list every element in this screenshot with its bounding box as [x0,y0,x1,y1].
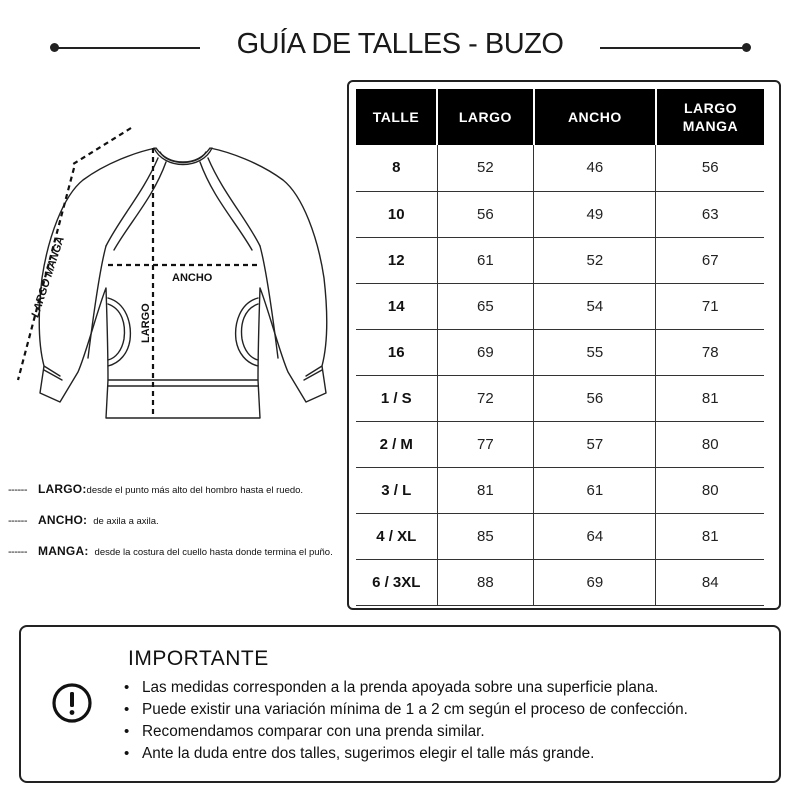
table-row [356,237,764,283]
size-cell: 8 [356,145,437,191]
measure-cell: 49 [534,191,656,237]
sweater-diagram [8,118,348,438]
size-cell: 3 / L [356,467,437,513]
list-item [124,743,688,765]
measure-cell: 69 [534,559,656,605]
legend-desc-ancho: de axila a axila. [93,516,159,527]
legend-dash: ------ [8,484,27,496]
measure-cell: 67 [656,237,764,283]
measure-cell: 81 [656,375,764,421]
legend-desc-manga: desde la costura del cuello hasta donde termina el puño. [94,547,333,558]
legend-row-largo [8,482,303,498]
size-cell: 2 / M [356,421,437,467]
size-cell: 1 / S [356,375,437,421]
legend-desc-largo: desde el punto más alto del hombro hasta el ruedo. [86,485,304,496]
bullet-icon: • [124,723,130,740]
measure-cell: 63 [656,191,764,237]
header-largo-manga-text: LARGO MANGA [682,100,739,134]
important-title: IMPORTANTE [128,647,269,670]
table-row [356,329,764,375]
measure-cell: 65 [437,283,534,329]
size-table [356,89,764,606]
table-row [356,283,764,329]
important-item-4: Ante la duda entre dos talles, sugerimos elegir el talle más grande. [142,745,595,762]
measure-cell: 69 [437,329,534,375]
legend-key-largo: LARGO: [38,482,87,496]
table-row [356,467,764,513]
legend-dash: ------ [8,546,27,558]
measure-cell: 77 [437,421,534,467]
size-cell: 6 / 3XL [356,559,437,605]
measure-cell: 80 [656,421,764,467]
table-row [356,421,764,467]
title-rule-left [54,47,200,49]
important-list [124,677,688,765]
table-body [356,145,764,605]
label-ancho: ANCHO [172,272,213,284]
size-cell: 12 [356,237,437,283]
exclamation-circle-icon [51,682,93,724]
measure-cell: 57 [534,421,656,467]
measure-cell: 61 [534,467,656,513]
measure-cell: 80 [656,467,764,513]
important-item-2: Puede existir una variación mínima de 1 a 2 cm según el proceso de confección. [142,701,688,718]
measure-cell: 81 [437,467,534,513]
measure-cell: 84 [656,559,764,605]
legend-row-ancho [8,513,159,529]
size-cell: 4 / XL [356,513,437,559]
label-largo: LARGO [140,303,152,343]
header-ancho: ANCHO [534,89,656,145]
size-table-box [347,80,781,610]
table-row [356,559,764,605]
size-cell: 10 [356,191,437,237]
header-talle: TALLE [356,89,437,145]
measure-cell: 56 [656,145,764,191]
header-largo-manga [656,89,764,145]
table-row [356,513,764,559]
important-item-3: Recomendamos comparar con una prenda similar. [142,723,485,740]
measure-cell: 56 [437,191,534,237]
legend-dash: ------ [8,515,27,527]
important-notice [19,625,781,783]
header-largo: LARGO [437,89,534,145]
title-dot-right [742,43,751,52]
measure-cell: 52 [437,145,534,191]
size-cell: 14 [356,283,437,329]
important-item-1: Las medidas corresponden a la prenda apoyada sobre una superficie plana. [142,679,659,696]
measure-cell: 64 [534,513,656,559]
measure-cell: 46 [534,145,656,191]
bullet-icon: • [124,679,130,696]
page-title: GUÍA DE TALLES - BUZO [236,28,564,60]
measure-cell: 55 [534,329,656,375]
legend-key-manga: MANGA: [38,544,89,558]
measure-cell: 61 [437,237,534,283]
list-item [124,699,688,721]
measure-cell: 56 [534,375,656,421]
title-rule-right [600,47,746,49]
measure-cell: 52 [534,237,656,283]
list-item [124,721,688,743]
list-item [124,677,688,699]
bullet-icon: • [124,701,130,718]
table-row [356,375,764,421]
size-cell: 16 [356,329,437,375]
table-row [356,191,764,237]
measure-cell: 72 [437,375,534,421]
legend-key-ancho: ANCHO: [38,513,88,527]
table-row [356,145,764,191]
measure-cell: 85 [437,513,534,559]
measure-cell: 88 [437,559,534,605]
measure-cell: 81 [656,513,764,559]
legend-row-manga [8,544,345,560]
measure-cell: 71 [656,283,764,329]
title-bar [0,28,800,68]
measure-cell: 78 [656,329,764,375]
table-header-row [356,89,764,145]
label-largo-manga: LARGO MANGA [29,235,67,319]
manga-measure-line [70,128,131,166]
measure-cell: 54 [534,283,656,329]
bullet-icon: • [124,745,130,762]
